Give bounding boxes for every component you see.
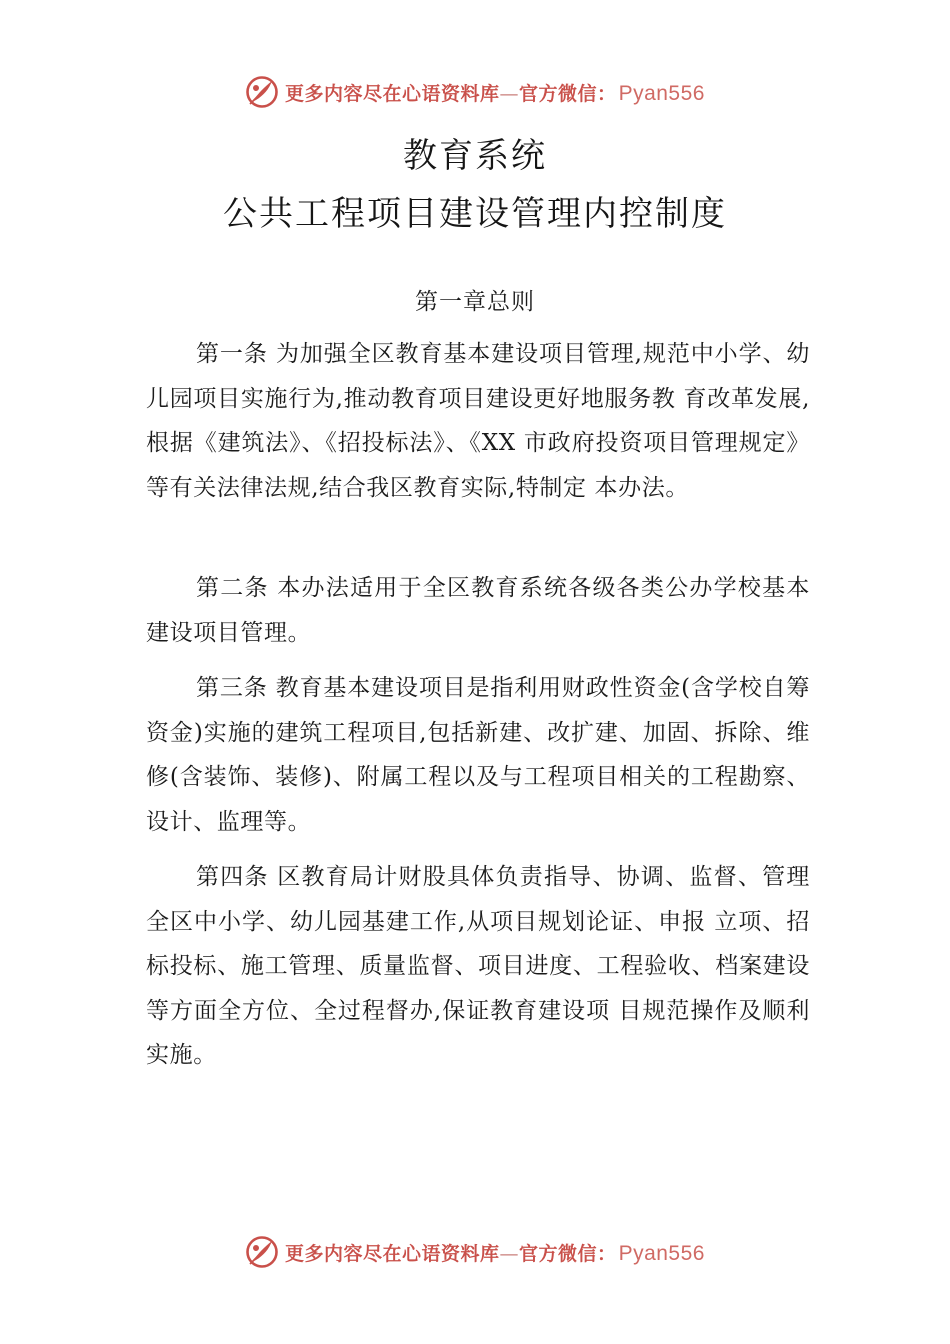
watermark-separator: —: [499, 82, 520, 105]
article-3: 第三条 教育基本建设项目是指利用财政性资金(含学校自筹资金)实施的建筑工程项目,包括新建、改扩建、加固、拆除、维修(含装饰、装修)、附属工程以及与工程项目相关的工程勘察、设计、监理等。: [146, 675, 810, 835]
article-2: 第二条 本办法适用于全区教育系统各级各类公办学校基本建设项目管理。: [146, 575, 810, 646]
watermark-brand: 更多内容尽在心语资料库: [285, 82, 500, 105]
article-1: 第一条 为加强全区教育基本建设项目管理,规范中小学、幼儿园项目实施行为,推动教育项目建设更好地服务教 育改革发展,根据《建筑法》、《招投标法》、《XX 市政府投资项目管理规定》等有关法律法规,结合我区教育实际,特制定 本办法。: [146, 341, 810, 501]
watermark-text: [285, 1239, 705, 1266]
feather-logo-icon: [245, 75, 279, 109]
watermark-contact-label: 官方微信：: [519, 1242, 617, 1265]
watermark-contact-id: Pyan556: [618, 81, 705, 105]
watermark-text: [285, 79, 705, 106]
watermark-contact-label: 官方微信：: [519, 82, 617, 105]
watermark-contact-id: Pyan556: [618, 1241, 705, 1265]
watermark-separator: —: [499, 1242, 520, 1265]
document-title-line-1: 教育系统: [403, 136, 547, 176]
article-4: 第四条 区教育局计财股具体负责指导、协调、监督、管理全区中小学、幼儿园基建工作,从项目规划论证、申报 立项、招标投标、施工管理、质量监督、项目进度、工程验收、档案建设等方面全方位、全过程督办,保证教育建设项 目规范操作及顺利实施。: [146, 864, 810, 1068]
chapter-heading: 第一章总则: [415, 289, 535, 315]
watermark-brand: 更多内容尽在心语资料库: [285, 1242, 500, 1265]
feather-logo-icon: [245, 1235, 279, 1269]
header-watermark: [0, 72, 950, 112]
footer-watermark: [0, 1232, 950, 1272]
document-title-line-2: 公共工程项目建设管理内控制度: [223, 194, 727, 234]
